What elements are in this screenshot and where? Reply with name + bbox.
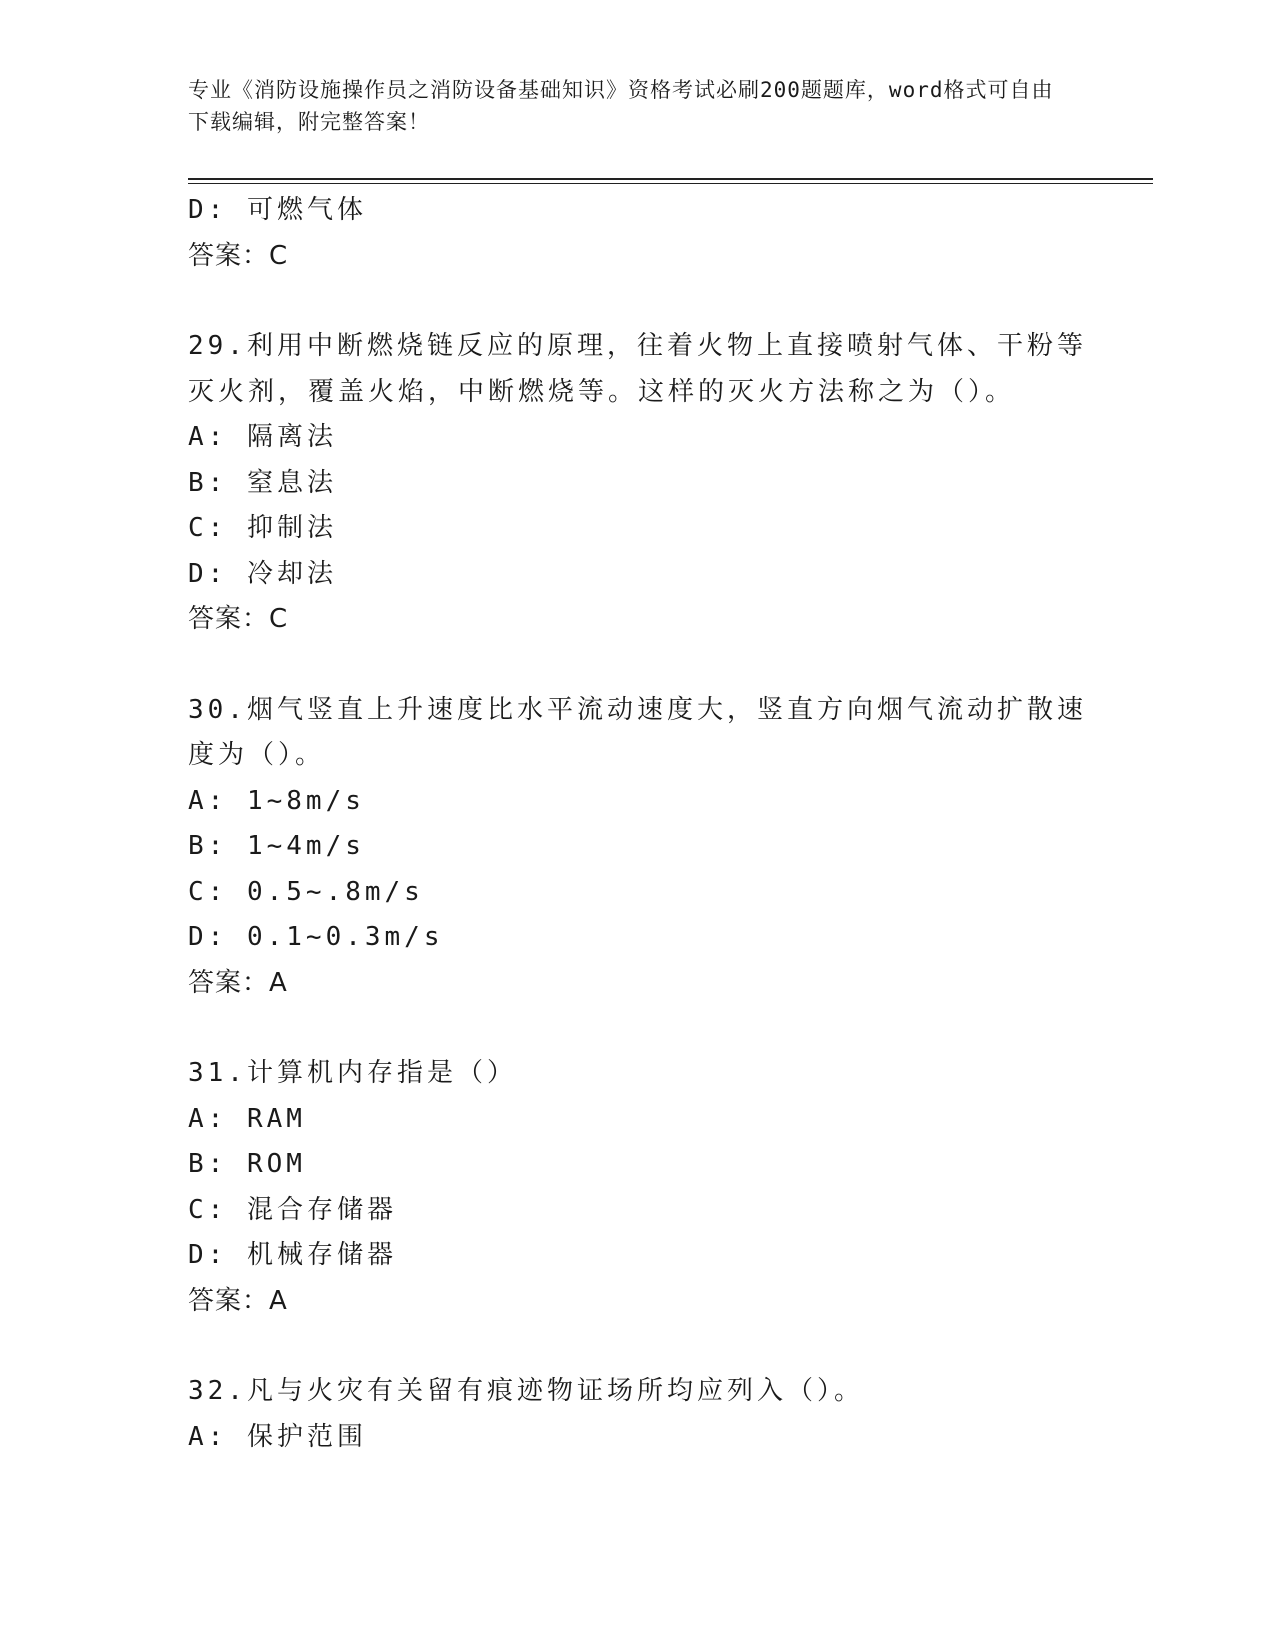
question-stem: 29.利用中断燃烧链反应的原理，往着火物上直接喷射气体、干粉等灭火剂，覆盖火焰，中断燃烧等。这样的灭火方法称之为（）。 <box>188 331 1087 407</box>
option-b: B: ROM <box>188 1149 306 1179</box>
answer: 答案：C <box>188 240 289 271</box>
option-c: C: 混合存储器 <box>188 1194 397 1225</box>
question-31 <box>188 1051 1088 1324</box>
page-header: 专业《消防设施操作员之消防设备基础知识》资格考试必刷200题题库，word格式可自由下载编辑，附完整答案！ <box>188 78 1054 134</box>
option-a: A: 保护范围 <box>188 1421 367 1452</box>
option-a: A: 1~8m/s <box>188 785 365 816</box>
question-30 <box>188 688 1088 1007</box>
header-divider-thick <box>188 178 1153 180</box>
question-32 <box>188 1369 1088 1460</box>
answer: 答案：C <box>188 604 289 634</box>
option-d: D: 冷却法 <box>188 558 337 589</box>
question-stem: 32.凡与火灾有关留有痕迹物证场所均应列入（）。 <box>188 1376 864 1406</box>
option-a: A: 隔离法 <box>188 422 337 452</box>
option-d: D: 机械存储器 <box>188 1240 397 1270</box>
option-b: B: 1~4m/s <box>188 831 365 861</box>
option-c: C: 0.5~.8m/s <box>188 876 424 907</box>
answer: 答案：A <box>188 967 288 998</box>
question-stem: 30.烟气竖直上升速度比水平流动速度大，竖直方向烟气流动扩散速度为（）。 <box>188 694 1087 770</box>
question-stem: 31.计算机内存指是（） <box>188 1058 517 1088</box>
option-c: C: 抑制法 <box>188 513 337 543</box>
document-body <box>188 188 1088 1460</box>
option-d: D: 0.1~0.3m/s <box>188 922 444 952</box>
option-a: A: RAM <box>188 1103 306 1134</box>
header-divider-thin <box>188 183 1153 184</box>
option-d: D: 可燃气体 <box>188 195 367 225</box>
question-29 <box>188 324 1088 643</box>
answer: 答案：A <box>188 1285 288 1316</box>
option-b: B: 窒息法 <box>188 467 337 498</box>
